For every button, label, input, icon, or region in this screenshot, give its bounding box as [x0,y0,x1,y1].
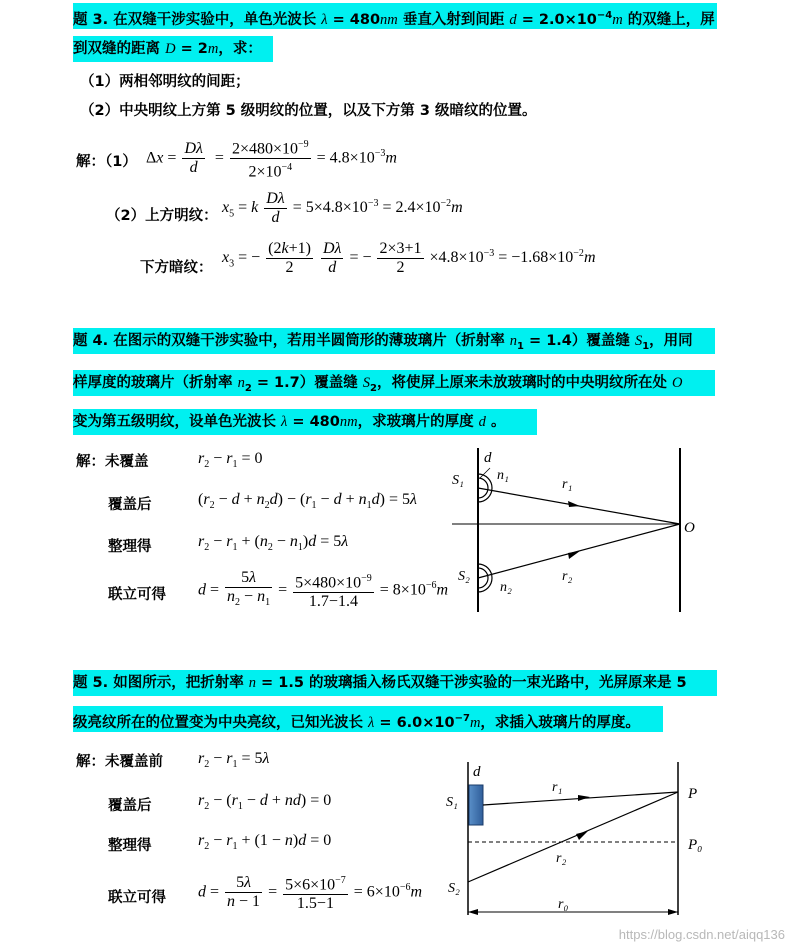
p4-statement-line2: 样厚度的玻璃片（折射率 $n_2 = 1.7$）覆盖缝 $S_2$，将使屏上原来未放玻璃时的中央明纹所在处 O [73,370,715,396]
p5-label-d: d [473,764,481,780]
p5-eq-1: $r_2 - r_1 = 5\lambda$ [198,750,270,771]
p3-answer-label: 解：（1） [76,154,137,170]
p3-statement-line1: 题 3. 在双缝干涉实验中，单色光波长 λ = 480nm 垂直入射到间距 $d = 2.0\times 10^{-4}m$ 的双缝上，屏 [73,3,717,29]
p5-statement-line2: 级亮纹所在的位置变为中央亮纹，已知光波长 $\lambda = 6.0\times 10^{-7}m$，求插入玻璃片的厚度。 [73,706,663,732]
p4-eq-4: d = $\frac{5\lambda}{n_2 - n_1}$ = $\frac{5\times 480\times 10^{-9}}{1.7-1.4}$ = $8\times 10^{-6}m$ [198,569,449,611]
p4-label-combined: 联立可得 [108,587,166,603]
p4-label-O: O [684,520,695,536]
p5-eq-2: $r_2 - (r_1 - d + nd) = 0$ [198,792,332,813]
p4-label-S2: S₂ [458,569,470,584]
p5-label-r0: r₀ [558,897,569,912]
p5-glass-plate [469,785,483,825]
p5-label-simplified: 整理得 [108,838,152,854]
p3-answer-1: Δx = $\frac{D\lambda}{d}$ = $\frac{2\times 480\times 10^{-9}}{2\times 10^{-4}}$ = $4.8\times 10^{-3}m$ [146,136,397,182]
p3-label-bright: （2）上方明纹： [106,208,218,224]
p4-label-r2: r₂ [562,569,573,584]
p4-label-n2: n₂ [500,580,512,595]
p5-label-S2: S₂ [448,881,460,896]
p3-label-dark: 下方暗纹： [140,260,213,276]
p3-statement-line2: 到双缝的距离 D = 2m，求： [73,36,273,62]
p5-label-r1: r₁ [552,780,563,795]
watermark: https://blog.csdn.net/aiqq136 [618,927,785,942]
p4-eq-2: $(r_2 - d + n_2d) - (r_1 - d + n_1d) = 5\lambda$ [198,491,417,512]
p5-label-r2: r₂ [556,851,567,866]
p5-statement-line1: 题 5. 如图所示，把折射率 n = 1.5 的玻璃插入杨氏双缝干涉实验的一束光路中，光屏原来是 5 [73,670,717,696]
p4-label-d: d [484,450,492,466]
p4-eq-1: $r_2 - r_1 = 0$ [198,450,263,471]
p3-question-1: （1）两相邻明纹的间距； [80,74,250,90]
p3-answer-2: $x_5 = k$ $\frac{D\lambda}{d}$ = $5\times 4.8\times 10^{-3} = 2.4\times 10^{-2}m$ [222,190,463,226]
p4-eq-3: $r_2 - r_1 + (n_2 - n_1)d = 5\lambda$ [198,533,349,554]
p5-ray-r2 [468,792,678,882]
p5-eq-3: $r_2 - r_1 + (1 - n)d = 0$ [198,832,332,853]
p5-label-uncovered: 解：未覆盖前 [76,754,163,770]
p4-label-uncovered: 解：未覆盖 [76,454,149,470]
p3-question-2: （2）中央明纹上方第 5 级明纹的位置，以及下方第 3 级暗纹的位置。 [80,103,537,119]
p5-eq-4: d = $\frac{5\lambda}{n - 1}$ = $\frac{5\times 6\times 10^{-7}}{1.5-1}$ = $6\times 10^{-6}m$ [198,872,422,913]
p5-label-S1: S₁ [446,795,458,810]
p5-label-combined: 联立可得 [108,890,166,906]
p5-label-P0: P₀ [688,837,703,853]
p4-label-S1: S₁ [452,473,464,488]
p4-statement-line3: 变为第五级明纹，设单色光波长 λ = 480nm，求玻璃片的厚度 d 。 [73,409,537,435]
p4-ray-r2 [478,524,680,578]
p5-label-P: P [688,786,698,802]
p4-double-slit-figure [440,440,710,618]
p4-label-n1: n₁ [497,468,509,483]
p4-label-r1: r₁ [562,477,573,492]
p5-label-covered: 覆盖后 [108,798,152,814]
p4-statement-line1: 题 4. 在图示的双缝干涉实验中，若用半圆筒形的薄玻璃片（折射率 $n_1 = 1.4$）覆盖缝 $S_1$，用同 [73,328,715,354]
p4-label-covered: 覆盖后 [108,497,152,513]
p5-young-figure [440,760,730,920]
p4-label-simplified: 整理得 [108,539,152,555]
p3-answer-3: $x_3$ = − $\frac{(2k+1)}{2}$ $\frac{D\lambda}{d}$ = − $\frac{2\times 3+1}{2}$ $\times 4.8\times 10^{-3} = -1.68\times 10^{-2}m$ [222,240,596,276]
